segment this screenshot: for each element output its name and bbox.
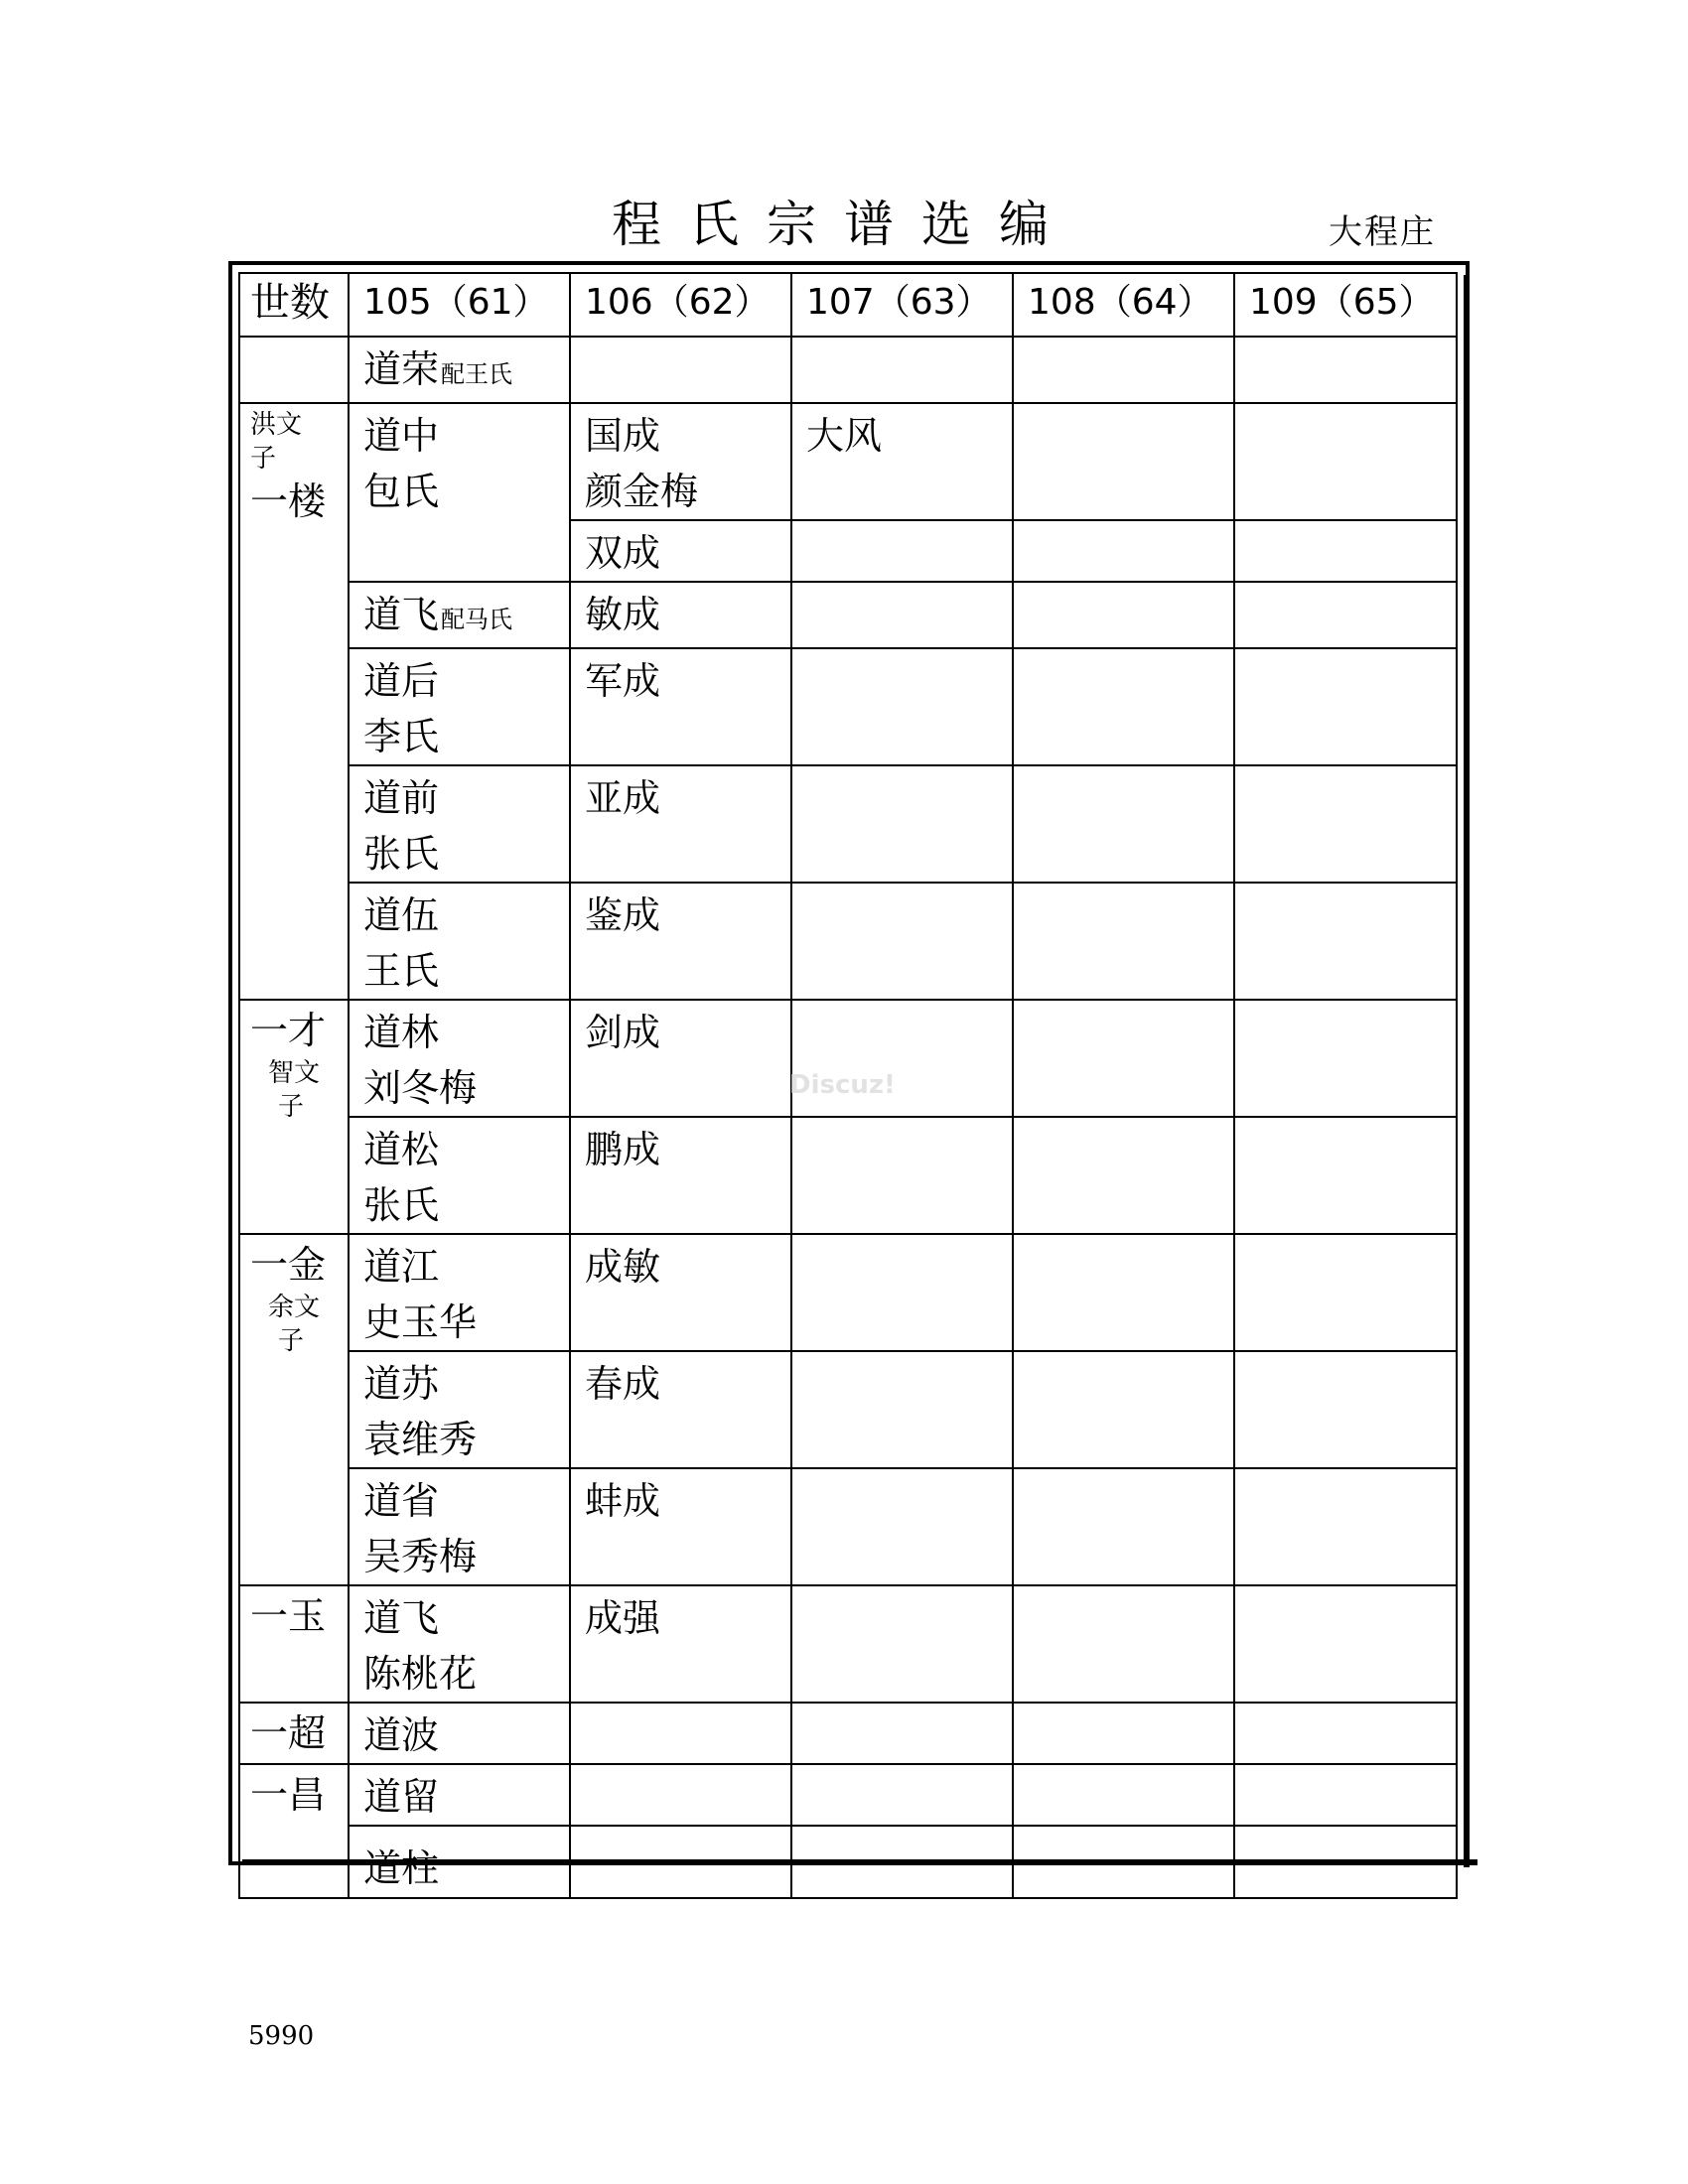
header-col-109: 109（65）: [1234, 273, 1457, 337]
empty-cell: [791, 1764, 1013, 1826]
member-cell: 道波: [349, 1703, 570, 1764]
empty-cell: [1234, 582, 1457, 648]
table-row: [239, 1468, 1457, 1585]
empty-cell: [791, 520, 1013, 582]
member-cell: 道苏 袁维秀: [349, 1351, 570, 1468]
empty-cell: [1234, 1826, 1457, 1898]
table-row: [239, 1351, 1457, 1468]
empty-cell: [1013, 337, 1234, 403]
table-row: [239, 1826, 1457, 1898]
empty-cell: [791, 337, 1013, 403]
empty-cell: [1013, 403, 1234, 520]
empty-cell: [570, 1703, 791, 1764]
empty-cell: [791, 883, 1013, 1000]
empty-cell: [1234, 883, 1457, 1000]
empty-cell: [791, 1703, 1013, 1764]
empty-cell: [1013, 1826, 1234, 1898]
table-row: [239, 883, 1457, 1000]
header-col-107: 107（63）: [791, 273, 1013, 337]
frame-shadow-right: [1464, 275, 1470, 1867]
member-cell: 道飞 陈桃花: [349, 1585, 570, 1703]
member-cell: 敏成: [570, 582, 791, 648]
empty-cell: [791, 1585, 1013, 1703]
spouse-note: 配王氏: [441, 360, 513, 388]
empty-cell: [1234, 337, 1457, 403]
ancestor-name: 一楼: [250, 479, 327, 523]
zi-label: 子: [278, 1092, 305, 1122]
member-cell: 道松 张氏: [349, 1117, 570, 1234]
lineage-cell: [239, 1000, 349, 1234]
empty-cell: [1013, 1764, 1234, 1826]
empty-cell: [1234, 1585, 1457, 1703]
empty-cell: [1234, 648, 1457, 765]
zi-label: 子: [278, 1326, 305, 1356]
ancestor-name: 一金: [250, 1243, 327, 1287]
empty-cell: [791, 1234, 1013, 1351]
father-label: 洪文: [250, 410, 303, 440]
empty-cell: [791, 1468, 1013, 1585]
ancestor-name: 一超: [250, 1711, 327, 1755]
empty-cell: [1013, 1703, 1234, 1764]
empty-cell: [1234, 1468, 1457, 1585]
header-col-106: 106（62）: [570, 273, 791, 337]
member-cell: 道江 史玉华: [349, 1234, 570, 1351]
empty-cell: [1234, 1703, 1457, 1764]
empty-cell: [1234, 1351, 1457, 1468]
member-cell: 道中 包氏: [349, 403, 570, 582]
member-cell: 亚成: [570, 765, 791, 883]
empty-cell: [1234, 520, 1457, 582]
member-cell: 道伍 王氏: [349, 883, 570, 1000]
table-row: [239, 648, 1457, 765]
header-col-105: 105（61）: [349, 273, 570, 337]
page-number: 5990: [248, 2021, 315, 2051]
member-cell: 鉴成: [570, 883, 791, 1000]
empty-cell: [1013, 1585, 1234, 1703]
empty-cell: [1234, 403, 1457, 520]
empty-cell: [1234, 1000, 1457, 1117]
header-row: [239, 273, 1457, 337]
empty-cell: [1013, 1117, 1234, 1234]
lineage-cell: [239, 1764, 349, 1898]
empty-cell: [570, 1764, 791, 1826]
empty-cell: [1234, 765, 1457, 883]
empty-cell: [791, 1351, 1013, 1468]
member-cell: 道荣配王氏: [349, 337, 570, 403]
empty-cell: [1013, 883, 1234, 1000]
document-title: 程氏宗谱选编: [612, 196, 1076, 253]
empty-cell: [1234, 1117, 1457, 1234]
member-cell: 成敏: [570, 1234, 791, 1351]
ancestor-name: 一才: [250, 1009, 327, 1052]
member-cell: 道后 李氏: [349, 648, 570, 765]
member-cell: 剑成: [570, 1000, 791, 1117]
empty-cell: [791, 1117, 1013, 1234]
lineage-cell: [239, 1234, 349, 1585]
table-row: [239, 1585, 1457, 1703]
empty-cell: [791, 765, 1013, 883]
empty-cell: [570, 337, 791, 403]
father-label: 智文: [268, 1058, 321, 1088]
empty-cell: [1013, 1468, 1234, 1585]
watermark-text: Discuz!: [789, 1070, 896, 1100]
member-cell: 鹏成: [570, 1117, 791, 1234]
member-cell: 道飞配马氏: [349, 582, 570, 648]
empty-cell: [1013, 765, 1234, 883]
table-row: [239, 1764, 1457, 1826]
zi-label: 子: [250, 444, 277, 474]
table-row: [239, 403, 1457, 520]
member-cell: 道柱: [349, 1826, 570, 1898]
member-cell: 道前 张氏: [349, 765, 570, 883]
table-row: [239, 337, 1457, 403]
empty-cell: [791, 582, 1013, 648]
member-cell: 道林 刘冬梅: [349, 1000, 570, 1117]
table-row: [239, 1703, 1457, 1764]
lineage-cell: [239, 1585, 349, 1703]
member-cell: 国成 颜金梅: [570, 403, 791, 520]
member-cell: 道省 吴秀梅: [349, 1468, 570, 1585]
member-cell: 成强: [570, 1585, 791, 1703]
empty-cell: [1234, 1764, 1457, 1826]
table-row: [239, 1234, 1457, 1351]
lineage-cell: [239, 403, 349, 1000]
member-cell: 双成: [570, 520, 791, 582]
member-cell: 春成: [570, 1351, 791, 1468]
empty-cell: [570, 1826, 791, 1898]
empty-cell: [1013, 582, 1234, 648]
header-generation: 世数: [239, 273, 349, 337]
table-row: [239, 1117, 1457, 1234]
ancestor-name: 一昌: [250, 1773, 327, 1817]
empty-cell: [1234, 1234, 1457, 1351]
empty-cell: [1013, 520, 1234, 582]
header-col-108: 108（64）: [1013, 273, 1234, 337]
member-cell: 大风: [791, 403, 1013, 520]
table-row: [239, 582, 1457, 648]
empty-cell: [1013, 1351, 1234, 1468]
spouse-note: 配马氏: [441, 606, 513, 633]
father-label: 余文: [268, 1293, 321, 1322]
member-cell: 道留: [349, 1764, 570, 1826]
empty-cell: [1013, 648, 1234, 765]
empty-cell: [791, 648, 1013, 765]
member-cell: 军成: [570, 648, 791, 765]
lineage-cell-empty: [239, 337, 349, 403]
empty-cell: [1013, 1000, 1234, 1117]
village-name: 大程庄: [1329, 212, 1436, 252]
empty-cell: [791, 1826, 1013, 1898]
member-cell: 蚌成: [570, 1468, 791, 1585]
table-row: [239, 765, 1457, 883]
ancestor-name: 一玉: [250, 1594, 327, 1638]
lineage-cell: [239, 1703, 349, 1764]
empty-cell: [1013, 1234, 1234, 1351]
